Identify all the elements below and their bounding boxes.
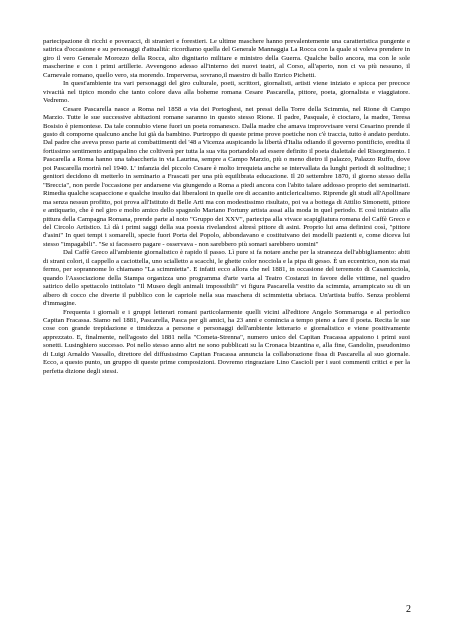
paragraph: Frequenta i giornali e i gruppi letterari romani particolarmente quelli vicini all'editore Angelo Sommaruga e al periodico Capitan Fracassa. Siamo nel 1881, Pascarella, Pasca per gli amici, ha 23 anni e comincia a tempo pieno a fare il poeta. Recita le sue cose con grande trepidazione e timidezza a persone e personaggi dell'ambiente letterario e giornalistico e viene positivamente apprezzato. E, finalmente, nell'agosto del 1881 nella "Cometa-Strenna", numero unico del Capitan Fracassa appaiono i primi suoi sonetti. Lusinghiero successo. Poi nello stesso anno altri ne sono pubblicati su la Cronaca bizantina e, alla fine, Gandolin, pseudonimo di Luigi Arnaldo Vassallo, direttore del diffusissimo Capitan Fracassa annuncia la collaborazione fissa di Pascarella al suo giornale. Ecco, a questo punto, un gruppo di queste prime composizioni. Dovremo ringraziare Lino Cascioli per i suoi commenti critici e per la perfetta dizione degli stessi.: [43, 308, 410, 375]
paragraph: partecipazione di ricchi e poveracci, di stranieri e forestieri. Le ultime maschere hanno prevalentemente una caratteristica pungente e satirica d'occasione e su personaggi d'attualità: ricordiamo quella del Generale Mannaggia La Rocca con la quale si voleva prendere in giro il vero Generale Morozzo della Rocca, alto dignitario militare e ministro della Guerra. Qualche ballo ancora, ma con le sole mascherine e con i primi artillerie. Avvengono adesso all'interno dei nuovi teatri, al Corso, all'aperto, non ci va più nessuno, il Carnevale romano, quello vero, sta morendo. Imperversa, sovrano,il maestro di ballo Enrico Pichetti.: [43, 38, 410, 79]
paragraph: Dal Caffè Greco all'ambiente giornalistico è rapido il passo. Lì pure si fa notare anche per la stranezza dell'abbigliamento: abiti di strani colori, il cappello a caciottella, uno scialletto a scacchi, le ghette color nocciola e la pipa di gesso. È un eccentrico, non sta mai fermo, per soprannome lo chiamano "La scimmietta". E infatti ecco allora che nel 1881, in occasione del terremoto di Casamicciola, quando l'Associazione della Stampa organizza uno programma d'arte varia al Teatro Costanzi in favore delle vittime, nel quadro satirico dello spettacolo intitolato "Il Museo degli animali impossibili" vi figura Pascarella vestito da scimmia, arrampicato su di un albero di cocco che diverte il pubblico con le capriole nella sua maschera di scimmietta ubriaca. Un'artista buffo. Senza problemi d'immagine.: [43, 249, 410, 308]
document-body: [43, 38, 410, 376]
paragraph: In quest'ambiente tra vari personaggi del giro culturale, poeti, scrittori, giornalisti, artisti viene iniziato e spicca per precoce vivacità nel tipico mondo che tanto colore dava alla boheme romana Cesare Pascarella, pittore, poeta, giornalista e viaggiatore. Vedremo.: [43, 80, 410, 105]
paragraph: Cesare Pascarella nasce a Roma nel 1858 a via dei Portoghesi, nei pressi della Torre della Scimmia, nel Rione di Campo Marzio. Tutte le sue successive abitazioni romane saranno in questo stesso Rione. Il padre, Pasquale, è ciociaro, la madre, Teresa Bosisio è piemontese. Da tale connubio viene fuori un poeta romanesco. Dalla madre che amava improvvisare versi Cesarino prende il gusto di comporne qualcuno anche lui già da bambino. Purtroppo di queste prime prove poetiche non c'è traccia, tutto è andato perduto. Dal padre che aveva preso parte ai combattimenti del '48 a Vicenza auspicando la libertà d'Italia odiando il governo pontificio, eredita il fortissimo sentimento antipapalino che coltiverà per tutta la sua vita portandolo ad essere definito il poeta dialettale del Risorgimento. I Pascarella a Roma hanno una tabaccheria in via Laurina, sempre a Campo Marzio, più o meno dietro il palazzo, Palazzo Ruffo, dove poi Pascarella morirà nel 1940. L' infanzia del piccolo Cesare è molto irrequieta anche se intervallata da lunghi periodi di solitudine; i genitori decidono di metterlo in seminario a Frascati per una più equilibrata educazione. Il 20 settembre 1870, il giorno stesso della "Breccia", non perde l'occasione per andarsene via giungendo a Roma a piedi ancora con l'abito talare addosso proprio dei seminaristi. Rimedia qualche scapaccione e qualche insulto dai liberaloni in quelle ore di accanito anticlericalismo. Riprende gli studi all'Apollinare ma senza nessun profitto, poi prova all'Istituto di Belle Arti ma con modestissimo risultato, poi va a bottega di Attilio Simonetti, pittore e antiquario, che è nel giro e molto amico dello spagnolo Mariano Fortuny artista assai alla moda in quel periodo. E così iniziato alla pittura della Campagna Romana, prende parte al noto "Gruppo dei XXV", partecipa alla vivace scapigliatura romana del Caffè Greco e del Circolo Artistico. Lì dà i primi saggi della sua poesia rivelandosi altresì pittore di asini. Proprio lui ama definirsi così, "pittore d'asini" In quei tempi i somarelli, specie fuori Porta del Popolo, abbondavano e costituivano dei modelli pazienti e, come diceva lui stesso "impagabili". "Se si facessero pagare - osservava - non sarebbero più somari sarebbero uomini": [43, 105, 410, 248]
page-number: 2: [406, 604, 411, 615]
